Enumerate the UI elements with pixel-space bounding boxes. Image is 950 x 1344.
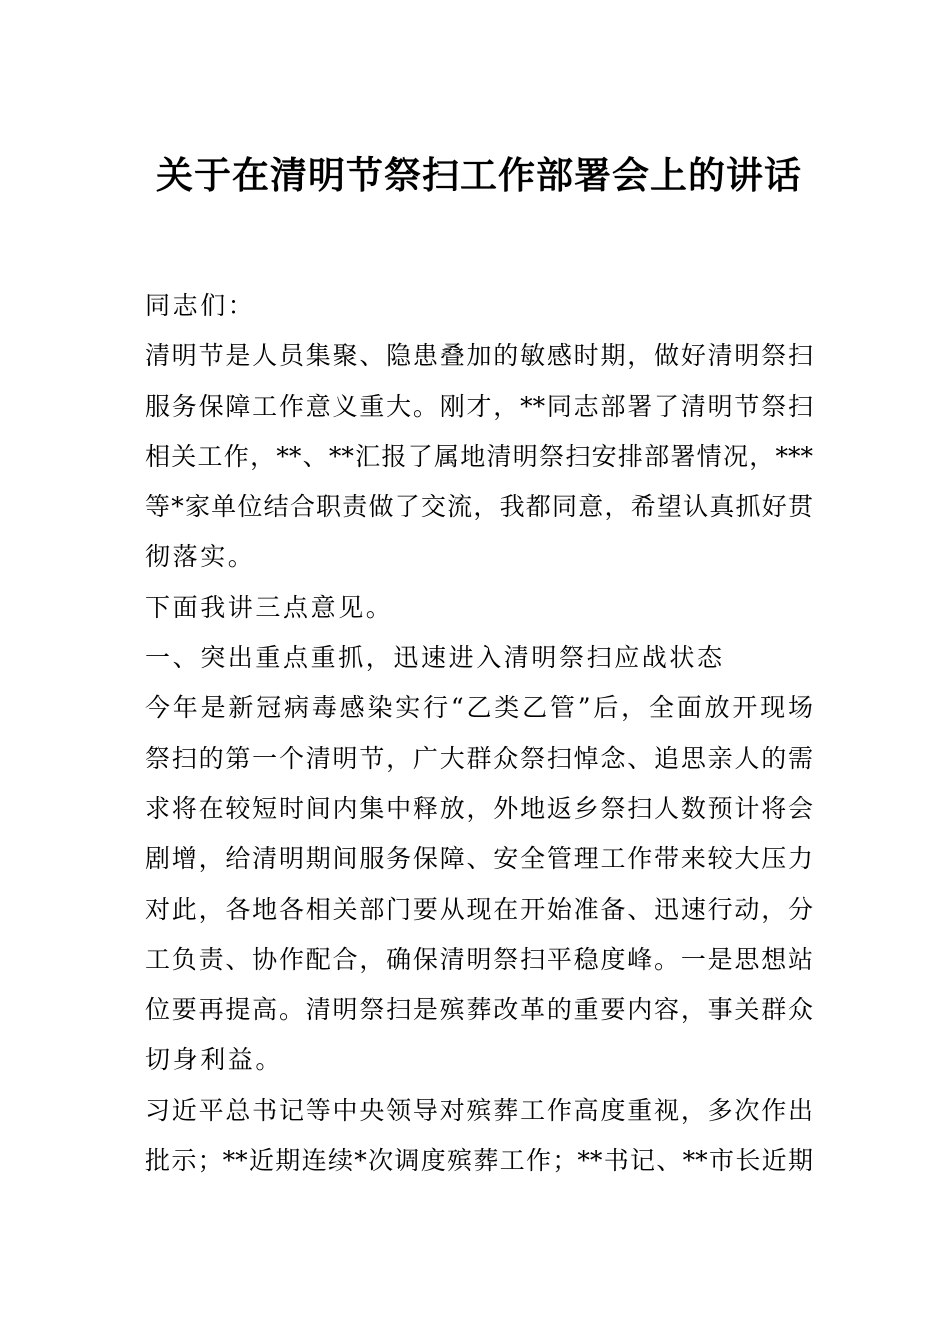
body-line: 同志们： xyxy=(145,291,256,320)
body-line: 彻落实。 xyxy=(145,542,256,572)
body-line: 相关工作，**、**汇报了属地清明祭扫安排部署情况，*** xyxy=(145,441,813,471)
body-line: 求将在较短时间内集中释放，外地返乡祭扫人数预计将会 xyxy=(145,793,813,823)
body-line: 对此，各地各相关部门要从现在开始准备、迅速行动，分 xyxy=(145,894,813,924)
body-line: 位要再提高。清明祭扫是殡葬改革的重要内容，事关群众 xyxy=(145,995,813,1025)
body-line: 习近平总书记等中央领导对殡葬工作高度重视，多次作出 xyxy=(145,1095,813,1125)
document-body xyxy=(145,281,813,1186)
body-line: 祭扫的第一个清明节，广大群众祭扫悼念、追思亲人的需 xyxy=(145,743,813,773)
body-line: 下面我讲三点意见。 xyxy=(145,592,394,622)
body-line: 剧增，给清明期间服务保障、安全管理工作带来较大压力 xyxy=(145,844,813,874)
body-line: 今年是新冠病毒感染实行“乙类乙管”后，全面放开现场 xyxy=(145,693,813,723)
body-line: 服务保障工作意义重大。刚才，**同志部署了清明节祭扫 xyxy=(145,391,813,421)
body-line: 等*家单位结合职责做了交流，我都同意，希望认真抓好贯 xyxy=(145,492,813,522)
body-line: 一、突出重点重抓，迅速进入清明祭扫应战状态 xyxy=(145,643,725,673)
body-line: 批示；**近期连续*次调度殡葬工作；**书记、**市长近期 xyxy=(145,1146,813,1176)
body-line: 工负责、协作配合，确保清明祭扫平稳度峰。一是思想站 xyxy=(145,944,813,974)
body-line: 切身利益。 xyxy=(145,1045,284,1075)
body-line: 清明节是人员集聚、隐患叠加的敏感时期，做好清明祭扫 xyxy=(145,341,813,371)
document-title: 关于在清明节祭扫工作部署会上的讲话 xyxy=(156,153,802,197)
